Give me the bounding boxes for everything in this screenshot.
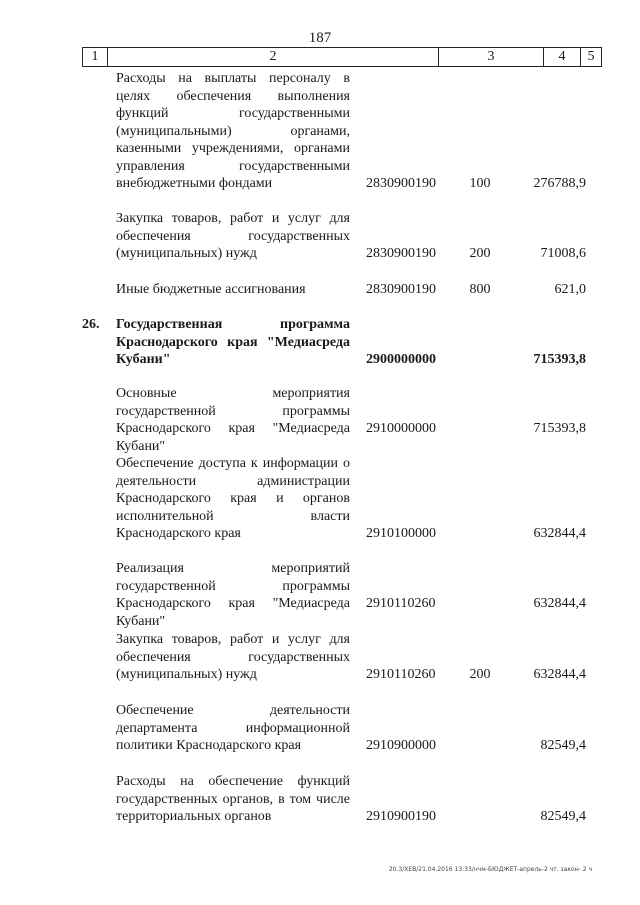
table-row-description: Реализация мероприятий государственной программы Краснодарского края "Медиасреда Кубани" bbox=[116, 561, 350, 629]
header-col-5: 5 bbox=[587, 49, 595, 64]
table-row-description: Обеспечение доступа к информации о деятельности администрации Краснодарского края и органов исполнительной власти Краснодарского края bbox=[116, 456, 350, 541]
table-row-code: 2830900190 bbox=[366, 246, 436, 261]
header-col-4: 4 bbox=[558, 49, 566, 64]
table-row-expense-type: 100 bbox=[469, 176, 491, 191]
table-row-code: 2910000000 bbox=[366, 421, 436, 436]
table-row-expense-type: 200 bbox=[469, 246, 491, 261]
table-row-amount: 715393,8 bbox=[533, 352, 586, 367]
table-row-expense-type: 800 bbox=[469, 282, 491, 297]
table-row-description: Расходы на выплаты персоналу в целях обеспечения выполнения функций государственными (муниципальными) органами, казенными учреждениями, органами управления государственными внебюджетными фондами bbox=[116, 71, 350, 191]
table-row-description: Государственная программа Краснодарского края "Медиасреда Кубани" bbox=[116, 317, 350, 367]
document-footer-stamp: 20.3/ХЕВ/21.04.2016 13:33/нчм-БЮДЖЕТ-апрель-2 чт. закон- 2 ч bbox=[388, 866, 592, 873]
table-row-description: Расходы на обеспечение функций государственных органов, в том числе территориальных органов bbox=[116, 774, 350, 824]
table-header bbox=[82, 47, 602, 67]
table-row-code: 2910110260 bbox=[366, 667, 436, 682]
table-row-description: Закупка товаров, работ и услуг для обеспечения государственных (муниципальных) нужд bbox=[116, 211, 350, 261]
table-row-number: 26. bbox=[82, 317, 100, 332]
table-row-amount: 632844,4 bbox=[533, 526, 586, 541]
page-number: 187 bbox=[308, 30, 332, 46]
table-row-description: Иные бюджетные ассигнования bbox=[116, 282, 306, 297]
table-row-code: 2900000000 bbox=[366, 352, 436, 367]
table-row-code: 2830900190 bbox=[366, 282, 436, 297]
table-row-code: 2830900190 bbox=[366, 176, 436, 191]
table-row-code: 2910900190 bbox=[366, 809, 436, 824]
table-row-code: 2910100000 bbox=[366, 526, 436, 541]
table-row-amount: 276788,9 bbox=[533, 176, 586, 191]
header-col-2: 2 bbox=[269, 49, 277, 64]
table-row-expense-type: 200 bbox=[469, 667, 491, 682]
header-col-3: 3 bbox=[487, 49, 495, 64]
table-row-code: 2910110260 bbox=[366, 596, 436, 611]
header-col-1: 1 bbox=[91, 49, 99, 64]
table-row-amount: 715393,8 bbox=[533, 421, 586, 436]
table-row-description: Обеспечение деятельности департамента информационной политики Краснодарского края bbox=[116, 703, 350, 753]
table-row-description: Основные мероприятия государственной программы Краснодарского края "Медиасреда Кубани" bbox=[116, 386, 350, 454]
table-row-description: Закупка товаров, работ и услуг для обеспечения государственных (муниципальных) нужд bbox=[116, 632, 350, 682]
table-row-amount: 621,0 bbox=[554, 282, 586, 297]
table-row-amount: 82549,4 bbox=[540, 738, 586, 753]
table-row-amount: 82549,4 bbox=[540, 809, 586, 824]
table-row-amount: 632844,4 bbox=[533, 667, 586, 682]
table-row-code: 2910900000 bbox=[366, 738, 436, 753]
table-row-amount: 71008,6 bbox=[540, 246, 586, 261]
table-row-amount: 632844,4 bbox=[533, 596, 586, 611]
